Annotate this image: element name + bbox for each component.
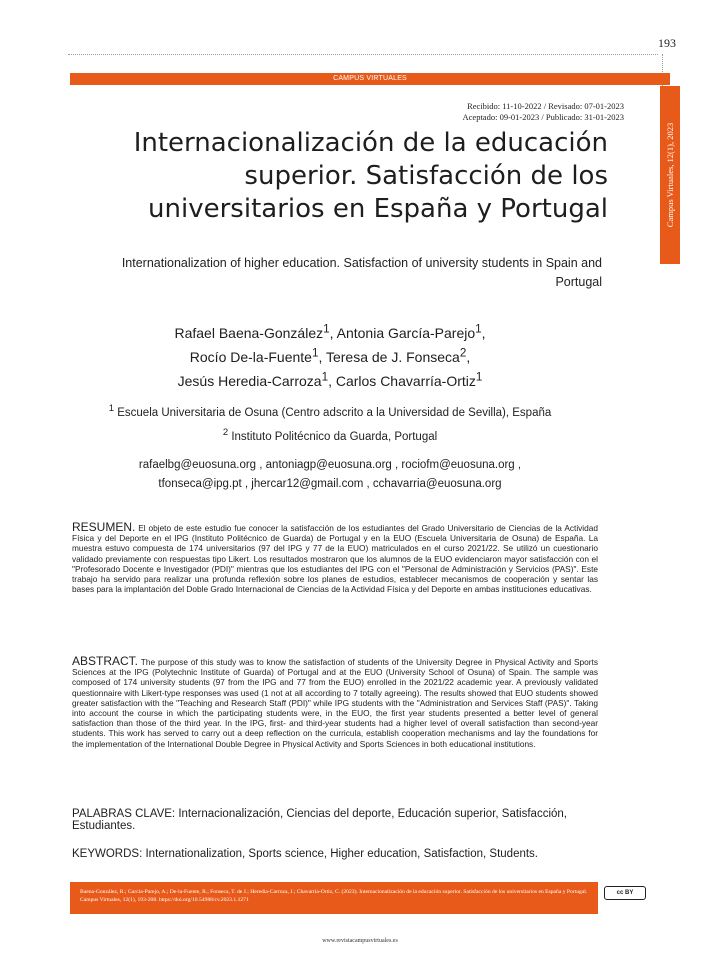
author: Antonia García-Parejo$^1$, (336, 322, 486, 341)
resumen-paragraph (72, 522, 598, 594)
affiliations (40, 399, 620, 447)
article-subtitle-en: Internationalization of higher education. Satisfaction of university students in Spain and Portugal (121, 256, 602, 289)
keywords-label: KEYWORDS: (72, 848, 143, 860)
page-number: 193 (658, 36, 676, 50)
palabras-clave-label: PALABRAS CLAVE: (72, 808, 176, 820)
dates-received-revised: Recibido: 11-10-2022 / Revisado: 07-01-2023 (467, 101, 624, 111)
creative-commons-license-icon[interactable]: cc BY (604, 886, 646, 900)
affiliation: $^1$ Escuela Universitaria de Osuna (Centro adscrito a la Universidad de Sevilla), España (108, 403, 552, 419)
keywords-text: Internationalization, Sports science, Higher education, Satisfaction, Students. (142, 848, 538, 860)
abstract-text: The purpose of this study was to know the satisfaction of students of the University Degree in Physical Activity and Sports Sciences at the IPG (Polytechnic Institute of Guarda) of Portugal and at the EUO (University School of Osuna) of Spain. The sample was composed of 174 university students (97 from the IPG and 77 from the EUO) enrolled in the 2021/22 academic year. A previously validated questionnaire with Likert-type responses was used (1 not at all according to 7 totally agreeing). The results showed that EUO students showed greater satisfaction with the "Teaching and Research Staff (PDI)" while IPG students with the "Administration and Services Staff (PAS)". Taking into account the course in which the participating students were, in the EUO, the first year students presented a better level of general satisfaction than those of the third year. In the IPG, first- and third-year students had a higher level of overall satisfaction than second-year students. This work has served to carry out a deep reflection on the curricula, establish cooperation mechanisms and lay the foundations for the implementation of the International Double Degree in Physical Activity and Sports Sciences in both educational institutions. (72, 657, 598, 749)
journal-side-tab (660, 86, 680, 264)
abstract-paragraph (72, 656, 598, 749)
author-emails (40, 456, 620, 494)
author: Carlos Chavarría-Ortiz$^1$ (335, 370, 483, 389)
header-divider (68, 54, 658, 55)
section-label-bar: CAMPUS VIRTUALES (70, 73, 670, 85)
author: Jesús Heredia-Carroza$^1$, (177, 370, 336, 389)
article-dates (463, 101, 624, 123)
palabras-clave-text: Internacionalización, Ciencias del deporte, Educación superior, Satisfacción, Estudiantes. (72, 808, 567, 832)
affiliation: $^2$ Instituto Politécnico da Guarda, Portugal (222, 426, 438, 443)
palabras-clave (72, 808, 598, 832)
author: Rafael Baena-González$^1$, (174, 322, 337, 341)
resumen-text: El objeto de este estudio fue conocer la satisfacción de los estudiantes del Grado Universitario de Ciencias de la Actividad Física y del Deporte en el IPG (Instituto Politécnico de Guarda) de Portugal y en la EUO (Escuela Universitaria de Osuna) de España. La muestra estuvo compuesta de 174 universitarios (97 del IPG y 77 de la EUO) matriculados en el curso 2021/22. Se utilizó un cuestionario validado previamente con respuestas tipo Likert. Los resultados mostraron que los alumnos de la EUO evidenciaron mayor satisfacción con el "Profesorado Docente e Investigador (PDI)" mientras que los estudiantes del IPG con el "Personal de Administración y Servicios (PAS)". Este trabajo ha servido para realizar una profunda reflexión sobre los planes de estudios, establecer mecanismos de cooperación y sentar las bases para la implantación del Doble Grado Internacional de Ciencias de la Actividad Física y del Deporte en ambas instituciones educativas. (72, 523, 598, 595)
footer-url[interactable]: www.revistacampusvirtuales.es (322, 938, 398, 944)
resumen-label: RESUMEN. (72, 520, 136, 534)
author: Rocío De-la-Fuente$^1$, (189, 346, 326, 365)
email-line: rafaelbg@euosuna.org , antoniagp@euosuna.org , rociofm@euosuna.org , (138, 459, 522, 471)
abstract-label: ABSTRACT. (72, 654, 139, 668)
article-title: Internacionalización de la educación superior. Satisfacción de los universitarios en España y Portugal (133, 128, 608, 224)
email-line: tfonseca@ipg.pt , jhercar12@gmail.com , cchavarria@euosuna.org (158, 478, 502, 490)
citation-box: Baena-González, R.; García-Parejo, A.; De-la-Fuente, R.; Fonseca, T. de J.; Heredia-Carroza, J.; Chavarría-Ortiz, C. (2023). Internacionalización de la educación superior. Satisfacción de los universitarios en España y Portugal. Campus Virtuales, 12(1), 193-208. https://doi.org/10.54988/cv.2023.1.1271 (70, 882, 598, 914)
keywords (72, 848, 598, 860)
author-list (110, 319, 550, 391)
dates-accepted-published: Aceptado: 09-01-2023 / Publicado: 31-01-2023 (462, 112, 624, 122)
author: Teresa de J. Fonseca$^2$, (325, 346, 471, 365)
journal-tab-label: Campus Virtuales, 12(1), 2023 (665, 122, 675, 228)
